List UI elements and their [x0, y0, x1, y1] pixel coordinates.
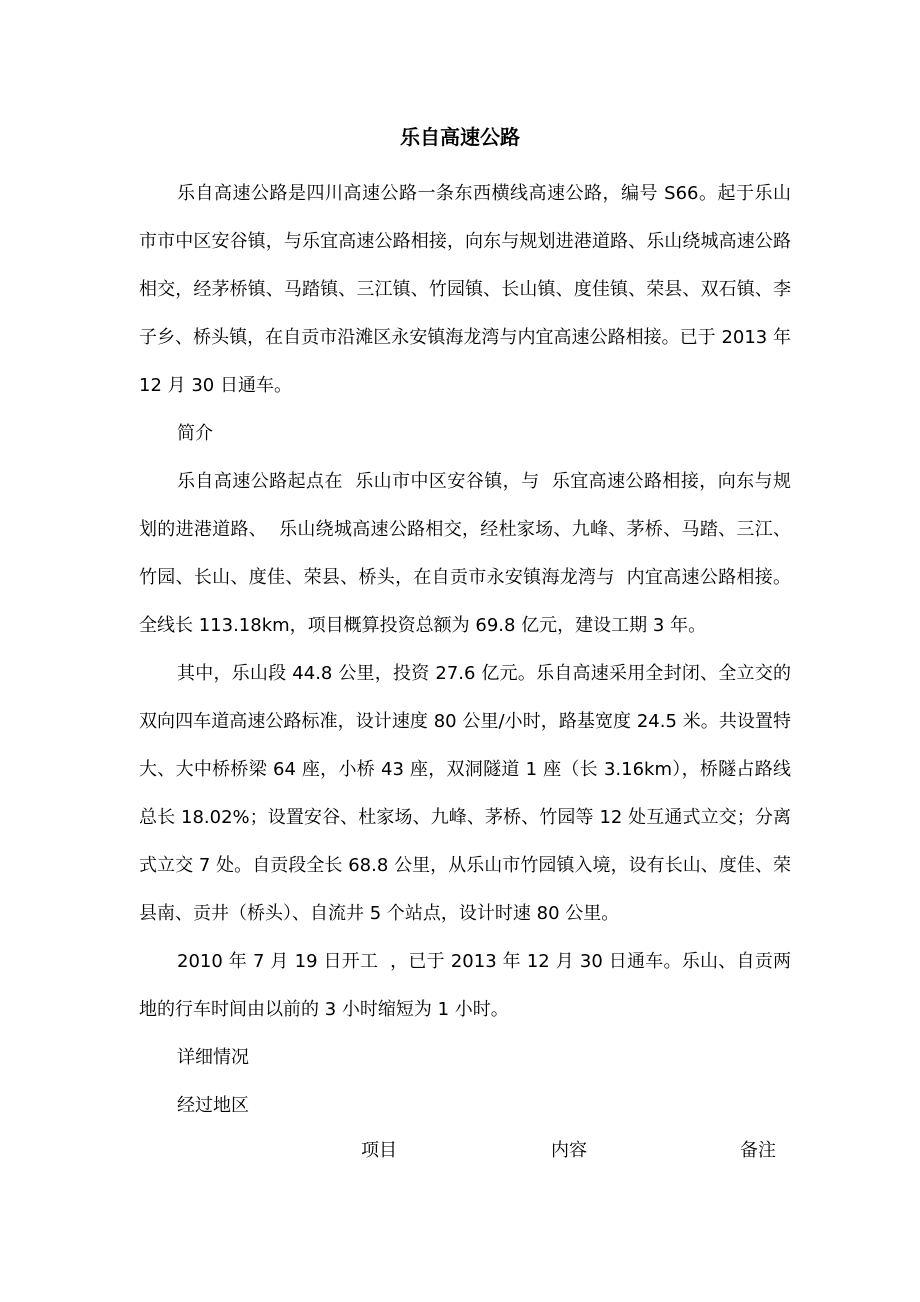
table-header-row	[0, 1133, 920, 1169]
section-heading-regions: 经过地区	[177, 1095, 249, 1116]
table-header-content: 内容	[551, 1140, 587, 1161]
overview-paragraph: 乐自高速公路起点在 乐山市中区安谷镇，与 乐宜高速公路相接，向东与规划的进港道路、 乐山绕城高速公路相交，经杜家场、九峰、茅桥、马踏、三江、竹园、长山、度佳、荣县、桥头，在自贡市永安镇海龙湾与 内宜高速公路相接。全线长 113.18km，项目概算投资总额为 69.8 亿元，建设工期 3 年。	[139, 471, 791, 636]
table-header-note: 备注	[740, 1140, 776, 1161]
section-heading-overview: 简介	[177, 423, 213, 444]
section-heading-details: 详细情况	[177, 1047, 249, 1068]
details-paragraph: 其中，乐山段 44.8 公里，投资 27.6 亿元。乐自高速采用全封闭、全立交的双向四车道高速公路标准，设计速度 80 公里/小时，路基宽度 24.5 米。共设置特大、大中桥桥梁 64 座，小桥 43 座，双洞隧道 1 座（长 3.16km），桥隧占路线总长 18.02%；设置安谷、杜家场、九峰、茅桥、竹园等 12 处互通式立交；分离式立交 7 处。自贡段全长 68.8 公里，从乐山市竹园镇入境，设有长山、度佳、荣县南、贡井（桥头）、自流井 5 个站点，设计时速 80 公里。	[139, 663, 791, 924]
intro-paragraph: 乐自高速公路是四川高速公路一条东西横线高速公路，编号 S66。起于乐山市市中区安谷镇，与乐宜高速公路相接，向东与规划进港道路、乐山绕城高速公路相交，经茅桥镇、马踏镇、三江镇、竹园镇、长山镇、度佳镇、荣县、双石镇、李子乡、桥头镇，在自贡市沿滩区永安镇海龙湾与内宜高速公路相接。已于 2013 年 12 月 30 日通车。	[139, 183, 797, 396]
timeline-paragraph: 2010 年 7 月 19 日开工 ，已于 2013 年 12 月 30 日通车。乐山、自贡两地的行车时间由以前的 3 小时缩短为 1 小时。	[139, 951, 791, 1020]
document-body	[139, 170, 797, 1130]
table-header-item: 项目	[361, 1140, 397, 1161]
page-title: 乐自高速公路	[400, 125, 520, 149]
